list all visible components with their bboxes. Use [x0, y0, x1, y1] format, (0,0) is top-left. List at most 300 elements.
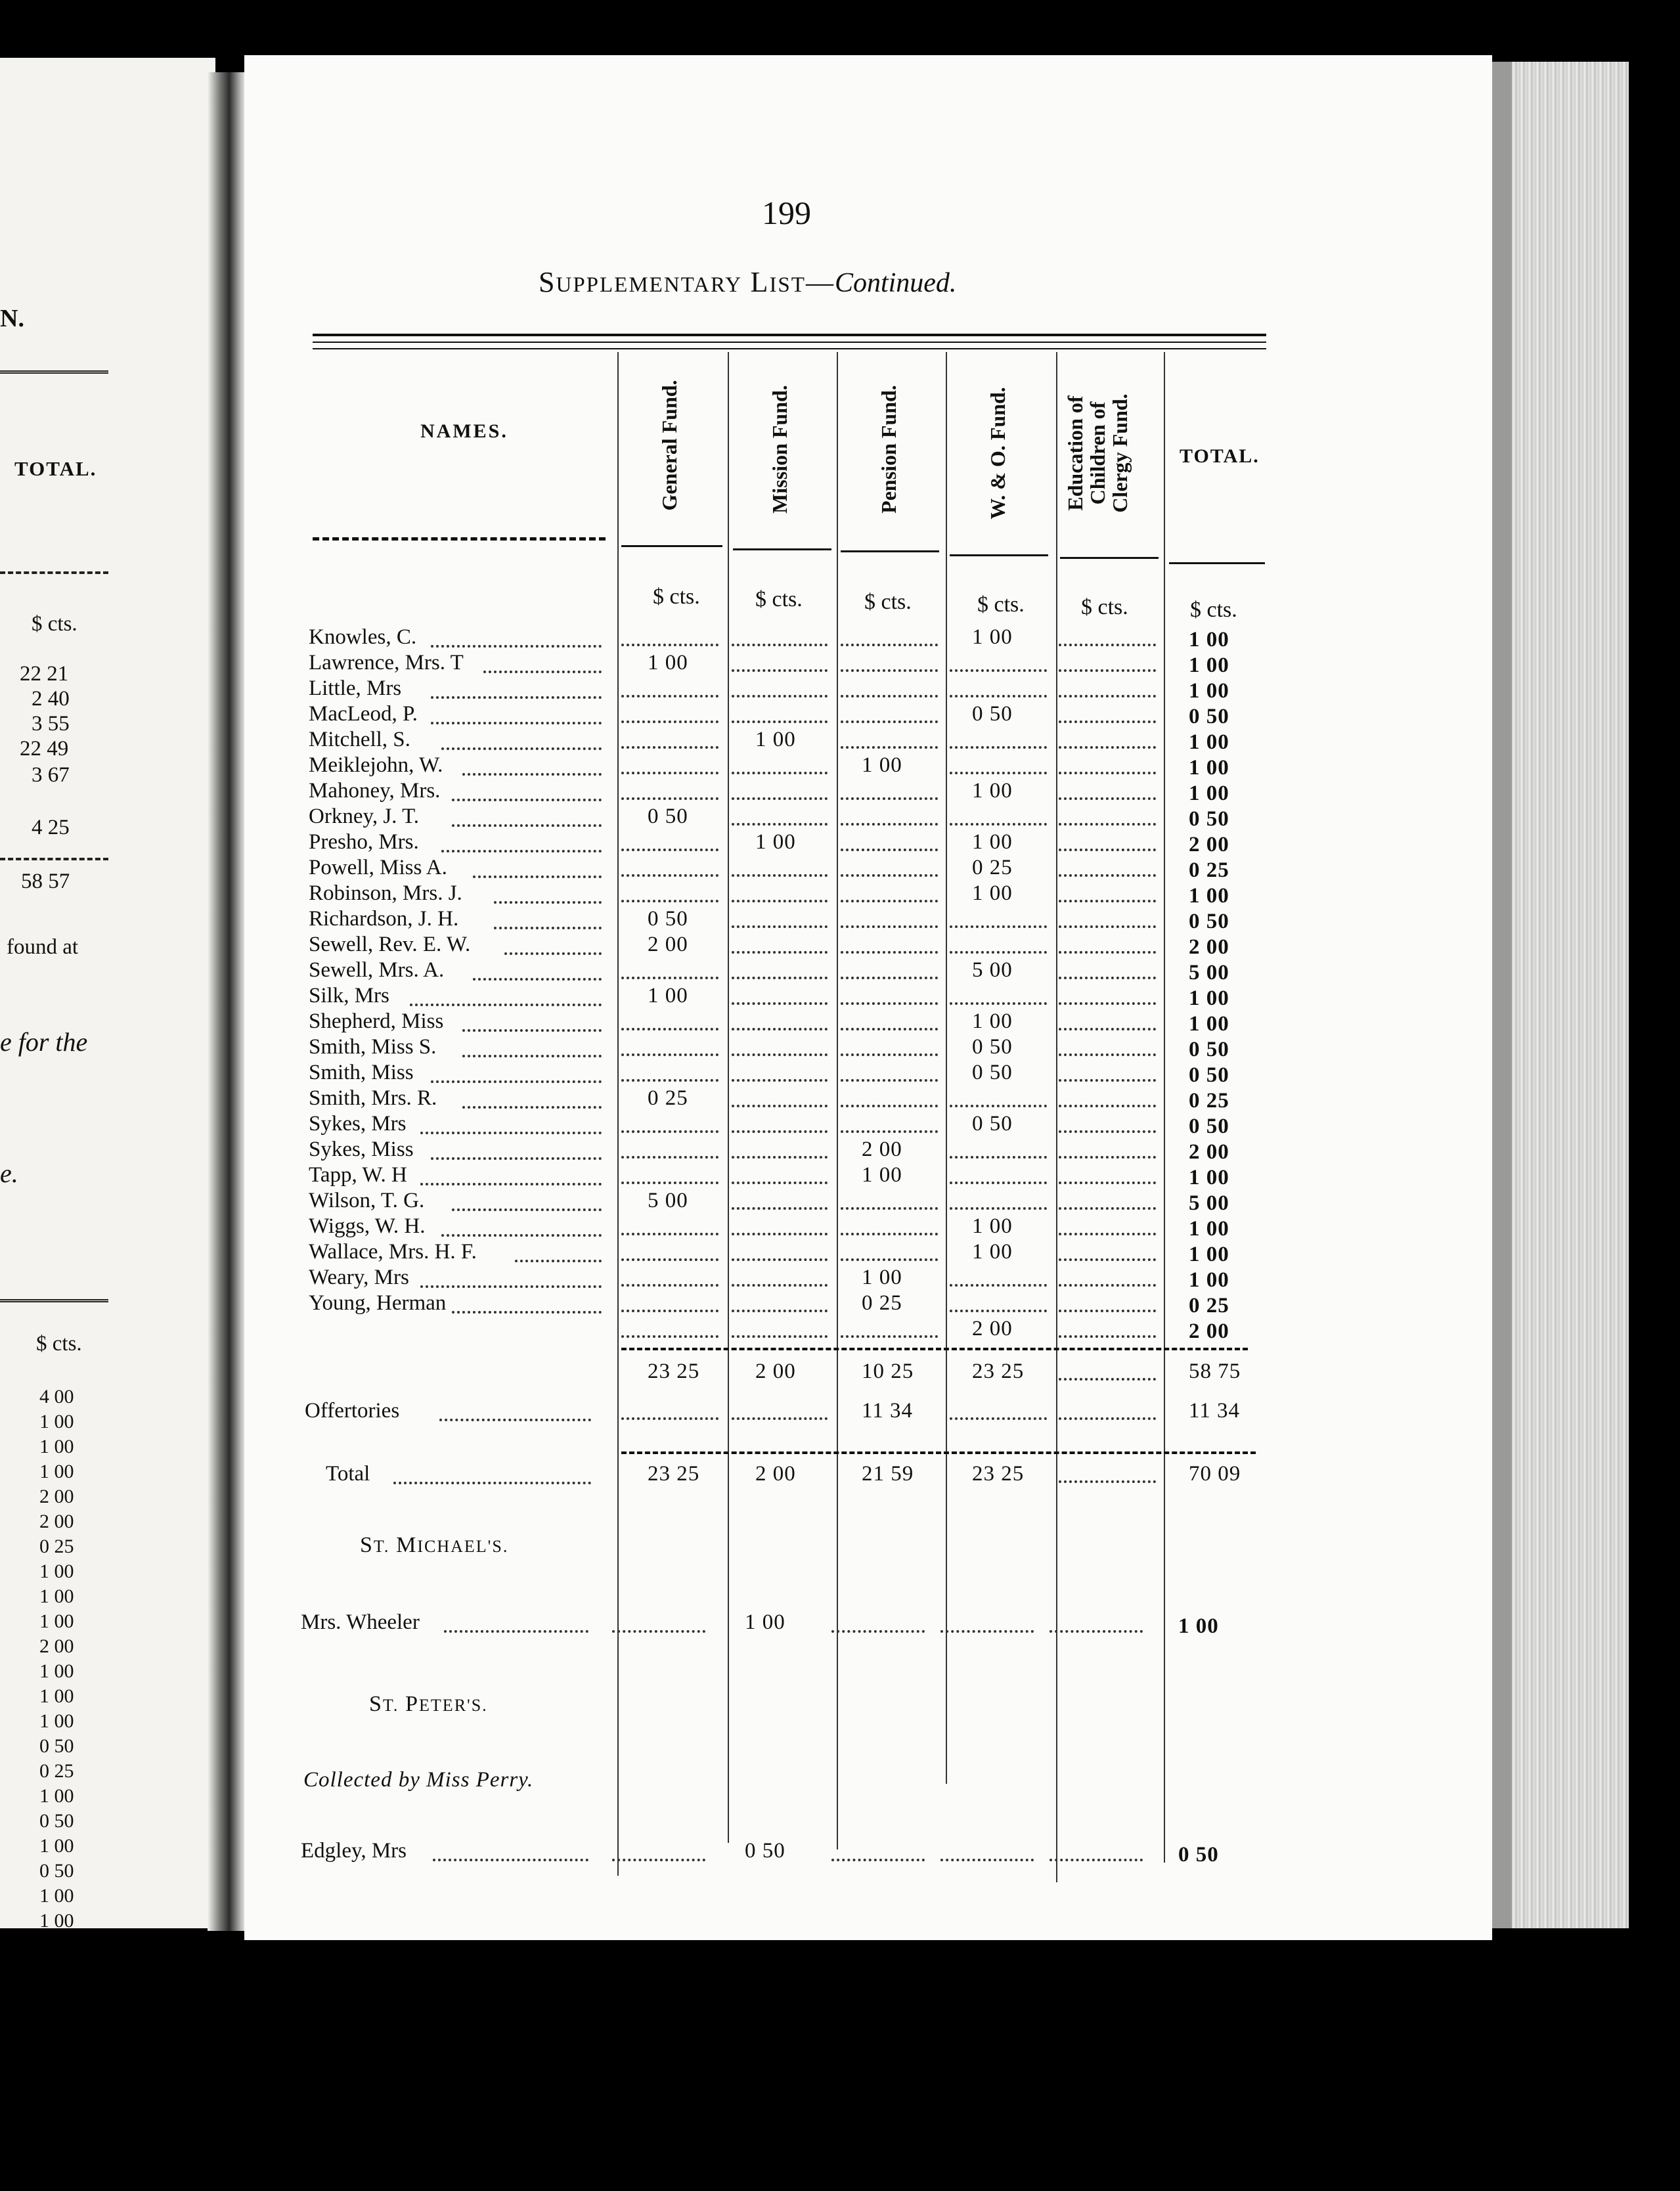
row-name: Weary, Mrs: [309, 1266, 409, 1289]
name-leader-dots: [494, 901, 602, 904]
cell-total: 0 50: [1189, 807, 1229, 831]
cell-edu-empty: [1059, 1028, 1156, 1030]
left-total-value: 3 55: [32, 712, 70, 736]
edu-header-rule: [1060, 557, 1159, 559]
summary-wo: 23 25: [972, 1462, 1025, 1486]
cell-pension-empty: [841, 925, 938, 928]
cell-edu-empty: [1059, 1130, 1156, 1133]
row-name: Shepherd, Miss: [309, 1009, 444, 1033]
cell-edu-empty: [1059, 925, 1156, 928]
summary-general-empty: [621, 1417, 718, 1420]
row-name: Lawrence, Mrs. T: [309, 651, 464, 675]
cell-pension: 2 00: [862, 1138, 902, 1161]
cell-general-empty: [621, 849, 718, 851]
cell-wo: 1 00: [972, 881, 1013, 905]
st-michaels-row-name: Mrs. Wheeler: [301, 1610, 420, 1634]
cell-pension: 1 00: [862, 753, 902, 777]
cell-general-empty: [621, 1079, 718, 1082]
collected-by-line: Collected by Miss Perry.: [303, 1768, 534, 1792]
left-second-value: 2 00: [39, 1511, 74, 1532]
cell-pension-empty: [841, 823, 938, 826]
cell-wo-empty: [950, 1310, 1047, 1312]
summary-pension: 21 59: [862, 1462, 914, 1486]
cell-general-empty: [621, 1130, 718, 1133]
cell-edu-empty: [1059, 720, 1156, 723]
cell-mission: 1 00: [755, 830, 796, 854]
left-second-value: 1 00: [39, 1835, 74, 1857]
col-divider-general: [728, 352, 729, 1843]
cell-edu-empty: [1059, 900, 1156, 902]
name-leader-dots: [452, 824, 602, 827]
left-second-value: 0 50: [39, 1735, 74, 1757]
currency-label: $ cts.: [977, 592, 1025, 617]
cell-edu-empty: [1059, 977, 1156, 979]
cell-edu-empty: [1059, 1156, 1156, 1159]
row-name: Smith, Miss: [309, 1061, 414, 1084]
cell-mission-empty: [732, 1233, 828, 1235]
parish-edu-empty: [1050, 1859, 1143, 1861]
name-leader-dots: [420, 1132, 602, 1134]
cell-edu-empty: [1059, 1335, 1156, 1338]
cell-mission-empty: [732, 1335, 828, 1338]
summary-mission: 2 00: [755, 1462, 796, 1486]
pension-fund-header: Pension Fund.: [877, 385, 900, 514]
cell-pension-empty: [841, 1130, 938, 1133]
left-text-line-2: e for the: [0, 1027, 88, 1057]
left-total-value: 3 67: [32, 763, 70, 787]
summary-wo: 23 25: [972, 1360, 1025, 1383]
general-header-rule: [621, 545, 722, 547]
name-leader-dots: [420, 1183, 602, 1185]
cell-general-empty: [621, 772, 718, 774]
left-second-value: 2 00: [39, 1486, 74, 1507]
page-heading: [539, 265, 956, 299]
cell-edu-empty: [1059, 849, 1156, 851]
parish-general-empty: [612, 1859, 705, 1861]
cell-general-empty: [621, 644, 718, 646]
left-total-value: 2 40: [32, 687, 70, 711]
cell-wo: 0 25: [972, 856, 1013, 879]
cell-mission-empty: [732, 1310, 828, 1312]
cell-pension-empty: [841, 1258, 938, 1261]
cell-edu-empty: [1059, 1258, 1156, 1261]
cell-wo: 1 00: [972, 1214, 1013, 1238]
cell-wo: 2 00: [972, 1317, 1013, 1340]
cell-total: 5 00: [1189, 1191, 1229, 1215]
cell-general-empty: [621, 720, 718, 723]
cell-edu-empty: [1059, 695, 1156, 697]
cell-general-empty: [621, 977, 718, 979]
cell-general-empty: [621, 746, 718, 749]
cell-pension: 1 00: [862, 1266, 902, 1289]
cell-pension-empty: [841, 644, 938, 646]
pension-header-rule: [841, 550, 939, 552]
left-text-line-3: e.: [0, 1159, 18, 1188]
cell-wo: 0 50: [972, 702, 1013, 726]
cell-wo: 1 00: [972, 1240, 1013, 1264]
st-michaels-heading: ST. MICHAEL'S.: [360, 1533, 509, 1557]
cell-edu-empty: [1059, 951, 1156, 954]
cell-total: 0 50: [1189, 1038, 1229, 1061]
left-second-value: 1 00: [39, 1461, 74, 1482]
cell-mission-empty: [732, 1105, 828, 1107]
st-peters-heading: ST. PETER'S.: [369, 1692, 488, 1716]
cell-general-empty: [621, 1258, 718, 1261]
heading-smallcaps: SUPPLEMENTARY LIST: [539, 266, 806, 298]
summary-mission-empty: [732, 1417, 828, 1420]
cell-general: 0 50: [648, 907, 688, 931]
cell-mission-empty: [732, 1258, 828, 1261]
row-name: Mahoney, Mrs.: [309, 779, 441, 803]
left-sum: 58 57: [21, 870, 70, 893]
left-second-value: 1 00: [39, 1610, 74, 1632]
summary-total: 11 34: [1189, 1399, 1241, 1423]
left-second-value: 1 00: [39, 1685, 74, 1707]
left-second-value: 0 25: [39, 1760, 74, 1782]
col-divider-edu: [1164, 352, 1165, 1863]
summary-edu-empty: [1059, 1378, 1156, 1381]
left-second-value: 4 00: [39, 1386, 74, 1407]
summary-pension: 10 25: [862, 1360, 914, 1383]
left-header-rule: [0, 571, 108, 574]
cell-wo-empty: [950, 1284, 1047, 1287]
col-divider-mission: [837, 352, 838, 1849]
row-name: Sykes, Miss: [309, 1138, 414, 1161]
cell-mission-empty: [732, 1002, 828, 1005]
cell-total: 1 00: [1189, 1012, 1229, 1036]
mission-header-rule: [733, 548, 831, 550]
summary-pension: 11 34: [862, 1399, 914, 1423]
cell-total: 0 25: [1189, 858, 1229, 882]
cell-pension-empty: [841, 1207, 938, 1210]
parish-total: 0 50: [1178, 1843, 1219, 1867]
cell-total: 0 50: [1189, 910, 1229, 933]
cell-mission-empty: [732, 1130, 828, 1133]
left-second-value: 1 00: [39, 1710, 74, 1732]
cell-general: 0 50: [648, 805, 688, 828]
cell-mission-empty: [732, 1156, 828, 1159]
left-second-currency: $ cts.: [36, 1332, 82, 1356]
left-total-value: 4 25: [32, 816, 70, 839]
row-name: Presho, Mrs.: [309, 830, 419, 854]
cell-mission-empty: [732, 951, 828, 954]
cell-total: 1 00: [1189, 1166, 1229, 1189]
page-edge-shadow: [1492, 62, 1512, 1928]
cell-pension-empty: [841, 1079, 938, 1082]
cell-wo: 0 50: [972, 1112, 1013, 1136]
row-name: Meiklejohn, W.: [309, 753, 443, 777]
table-top-rule: [313, 334, 1266, 336]
name-leader-dots: [410, 1004, 602, 1006]
left-second-value: 1 00: [39, 1560, 74, 1582]
cell-mission: 1 00: [755, 728, 796, 751]
cell-pension-empty: [841, 951, 938, 954]
cell-general: 1 00: [648, 651, 688, 675]
cell-mission-empty: [732, 644, 828, 646]
left-second-value: 1 00: [39, 1411, 74, 1432]
cell-wo-empty: [950, 823, 1047, 826]
name-leader-dots: [441, 1234, 602, 1237]
cell-pension-empty: [841, 797, 938, 800]
row-name: Richardson, J. H.: [309, 907, 459, 931]
parish-total: 1 00: [1178, 1614, 1219, 1638]
cell-mission-empty: [732, 823, 828, 826]
summary-edu-empty: [1059, 1417, 1156, 1420]
left-second-value: 1 00: [39, 1910, 74, 1928]
name-leader-dots: [462, 773, 602, 776]
cell-mission-empty: [732, 925, 828, 928]
cell-pension-empty: [841, 669, 938, 672]
cell-pension-empty: [841, 1053, 938, 1056]
currency-label: $ cts.: [864, 590, 912, 614]
name-leader-dots: [431, 645, 602, 648]
cell-pension-empty: [841, 720, 938, 723]
name-leader-dots: [420, 1285, 602, 1288]
cell-total: 1 00: [1189, 884, 1229, 908]
label-leader-dots: [393, 1482, 591, 1484]
wo-header-rule: [950, 554, 1048, 556]
cell-edu-empty: [1059, 772, 1156, 774]
cell-pension: 0 25: [862, 1291, 902, 1315]
cell-pension: 1 00: [862, 1163, 902, 1187]
cell-general-empty: [621, 1310, 718, 1312]
left-heading-tail: N.: [0, 305, 24, 332]
summary-general: 23 25: [648, 1360, 700, 1383]
education-fund-header: [1064, 368, 1131, 539]
cell-mission-empty: [732, 1053, 828, 1056]
row-name: Mitchell, S.: [309, 728, 410, 751]
cell-pension-empty: [841, 695, 938, 697]
heading-dash: —: [805, 268, 835, 298]
general-fund-header: General Fund.: [657, 380, 681, 511]
left-second-value: 1 00: [39, 1660, 74, 1682]
cell-wo: 0 50: [972, 1061, 1013, 1084]
cell-edu-empty: [1059, 1284, 1156, 1287]
cell-total: 1 00: [1189, 1217, 1229, 1241]
education-header-line-3: Clergy Fund.: [1108, 393, 1132, 513]
cell-pension-empty: [841, 874, 938, 877]
name-leader-dots: [452, 1311, 602, 1314]
cell-wo-empty: [950, 1156, 1047, 1159]
name-leader-dots: [462, 1106, 602, 1109]
name-leader-dots: [433, 1859, 588, 1861]
cell-wo: 1 00: [972, 1009, 1013, 1033]
education-header-line-2: Children of: [1086, 401, 1109, 505]
row-name: Sykes, Mrs: [309, 1112, 407, 1136]
cell-general-empty: [621, 1182, 718, 1184]
cell-total: 1 00: [1189, 756, 1229, 780]
cell-edu-empty: [1059, 1310, 1156, 1312]
left-second-value: 0 50: [39, 1860, 74, 1882]
cell-edu-empty: [1059, 644, 1156, 646]
parish-general-empty: [612, 1630, 705, 1633]
name-leader-dots: [515, 1260, 602, 1262]
cell-general: 5 00: [648, 1189, 688, 1212]
cell-total: 2 00: [1189, 935, 1229, 959]
wo-fund-header: W. & O. Fund.: [986, 387, 1009, 520]
name-leader-dots: [441, 850, 602, 852]
cell-pension-empty: [841, 849, 938, 851]
cell-pension-empty: [841, 746, 938, 749]
cell-edu-empty: [1059, 1207, 1156, 1210]
page: [244, 55, 1492, 1940]
left-second-value: 0 25: [39, 1536, 74, 1557]
cell-pension-empty: [841, 1335, 938, 1338]
cell-total: 1 00: [1189, 628, 1229, 652]
cell-total: 0 50: [1189, 1115, 1229, 1138]
cell-mission-empty: [732, 772, 828, 774]
cell-wo-empty: [950, 746, 1047, 749]
grand-total-row-label: Total: [326, 1462, 370, 1486]
row-name: Smith, Miss S.: [309, 1035, 437, 1059]
row-name: Orkney, J. T.: [309, 805, 420, 828]
grand-total-rule: [621, 1451, 1256, 1454]
cell-edu-empty: [1059, 1105, 1156, 1107]
heading-continued: Continued.: [834, 268, 957, 298]
cell-pension-empty: [841, 900, 938, 902]
st-peters-row-name: Edgley, Mrs: [301, 1839, 407, 1863]
name-leader-dots: [473, 978, 602, 981]
left-total-value: 22 49: [20, 737, 69, 761]
cell-general-empty: [621, 1053, 718, 1056]
cell-total: 1 00: [1189, 679, 1229, 703]
cell-pension-empty: [841, 1233, 938, 1235]
name-leader-dots: [452, 1208, 602, 1211]
left-total-value: 22 21: [20, 662, 69, 686]
cell-pension-empty: [841, 977, 938, 979]
parish-pension-empty: [831, 1630, 925, 1633]
row-name: Smith, Mrs. R.: [309, 1086, 437, 1110]
cell-general-empty: [621, 797, 718, 800]
name-leader-dots: [431, 696, 602, 699]
summary-wo-empty: [950, 1417, 1047, 1420]
cell-total: 0 50: [1189, 1063, 1229, 1087]
cell-mission-empty: [732, 669, 828, 672]
left-top-rule: [0, 370, 108, 374]
table-top-rule-thin-2: [313, 348, 1266, 349]
name-leader-dots: [452, 799, 602, 801]
cell-edu-empty: [1059, 1002, 1156, 1005]
left-second-rule: [0, 1299, 108, 1302]
left-second-value: 1 00: [39, 1785, 74, 1807]
cell-total: 0 25: [1189, 1089, 1229, 1113]
cell-general-empty: [621, 1284, 718, 1287]
summary-general: 23 25: [648, 1462, 700, 1486]
cell-mission-empty: [732, 977, 828, 979]
total-header: TOTAL.: [1180, 445, 1260, 467]
cell-mission-empty: [732, 797, 828, 800]
cell-wo: 5 00: [972, 958, 1013, 982]
row-name: Sewell, Mrs. A.: [309, 958, 445, 982]
row-name: Powell, Miss A.: [309, 856, 447, 879]
table-top-rule-thin: [313, 342, 1266, 343]
cell-wo: 0 50: [972, 1035, 1013, 1059]
cell-general-empty: [621, 1335, 718, 1338]
cell-total: 2 00: [1189, 1319, 1229, 1343]
cell-mission-empty: [732, 874, 828, 877]
currency-label: $ cts.: [653, 585, 700, 609]
name-leader-dots: [473, 875, 602, 878]
cell-mission-empty: [732, 1284, 828, 1287]
name-leader-dots: [483, 671, 602, 673]
cell-general-empty: [621, 1156, 718, 1159]
left-sum-rule: [0, 858, 108, 860]
cell-wo: 1 00: [972, 779, 1013, 803]
summary-edu-empty: [1059, 1480, 1156, 1483]
cell-total: 2 00: [1189, 1140, 1229, 1164]
offertories-row-label: Offertories: [305, 1399, 400, 1423]
cell-total: 1 00: [1189, 730, 1229, 754]
left-second-value: 1 00: [39, 1436, 74, 1457]
total-header-rule: [1169, 562, 1265, 564]
parish-wo-empty: [940, 1630, 1034, 1633]
cell-edu-empty: [1059, 1079, 1156, 1082]
row-name: Knowles, C.: [309, 625, 417, 649]
cell-general-empty: [621, 874, 718, 877]
cell-total: 1 00: [1189, 782, 1229, 805]
row-name: Tapp, W. H: [309, 1163, 407, 1187]
row-name: Wallace, Mrs. H. F.: [309, 1240, 477, 1264]
cell-mission-empty: [732, 1079, 828, 1082]
row-name: MacLeod, P.: [309, 702, 418, 726]
cell-edu-empty: [1059, 874, 1156, 877]
left-second-value: 1 00: [39, 1585, 74, 1607]
cell-wo-empty: [950, 1002, 1047, 1005]
cell-wo: 1 00: [972, 830, 1013, 854]
row-name: Wiggs, W. H.: [309, 1214, 426, 1238]
names-header-rule: [313, 537, 606, 541]
cell-mission-empty: [732, 1207, 828, 1210]
row-name: Silk, Mrs: [309, 984, 389, 1007]
row-name: Wilson, T. G.: [309, 1189, 425, 1212]
cell-wo-empty: [950, 1207, 1047, 1210]
left-second-value: 1 00: [39, 1885, 74, 1907]
cell-edu-empty: [1059, 1182, 1156, 1184]
col-divider-wo: [1056, 352, 1057, 1882]
cell-wo: 1 00: [972, 625, 1013, 649]
summary-total: 58 75: [1189, 1360, 1241, 1383]
cell-total: 1 00: [1189, 1268, 1229, 1292]
name-leader-dots: [504, 952, 602, 955]
cell-total: 5 00: [1189, 961, 1229, 985]
cell-wo-empty: [950, 772, 1047, 774]
cell-pension-empty: [841, 1105, 938, 1107]
label-leader-dots: [439, 1419, 591, 1421]
parish-wo-empty: [940, 1859, 1034, 1861]
cell-mission-empty: [732, 1028, 828, 1030]
cell-general: 1 00: [648, 984, 688, 1007]
cell-edu-empty: [1059, 1233, 1156, 1235]
name-leader-dots: [444, 1630, 588, 1633]
names-header: NAMES.: [420, 420, 508, 442]
row-name: Young, Herman: [309, 1291, 447, 1315]
cell-total: 0 50: [1189, 705, 1229, 728]
mission-fund-header: Mission Fund.: [768, 385, 791, 514]
name-leader-dots: [431, 722, 602, 724]
cell-mission-empty: [732, 900, 828, 902]
cell-edu-empty: [1059, 669, 1156, 672]
page-edge-stack: [1492, 62, 1629, 1928]
subtotal-rule: [621, 1348, 1248, 1350]
left-page: [0, 58, 215, 1928]
cell-general-empty: [621, 1233, 718, 1235]
currency-label: $ cts.: [1190, 598, 1237, 622]
parish-mission: 0 50: [745, 1839, 785, 1863]
name-leader-dots: [462, 1029, 602, 1032]
education-header-line-1: Education of: [1063, 395, 1087, 511]
name-leader-dots: [431, 1157, 602, 1160]
cell-mission-empty: [732, 720, 828, 723]
